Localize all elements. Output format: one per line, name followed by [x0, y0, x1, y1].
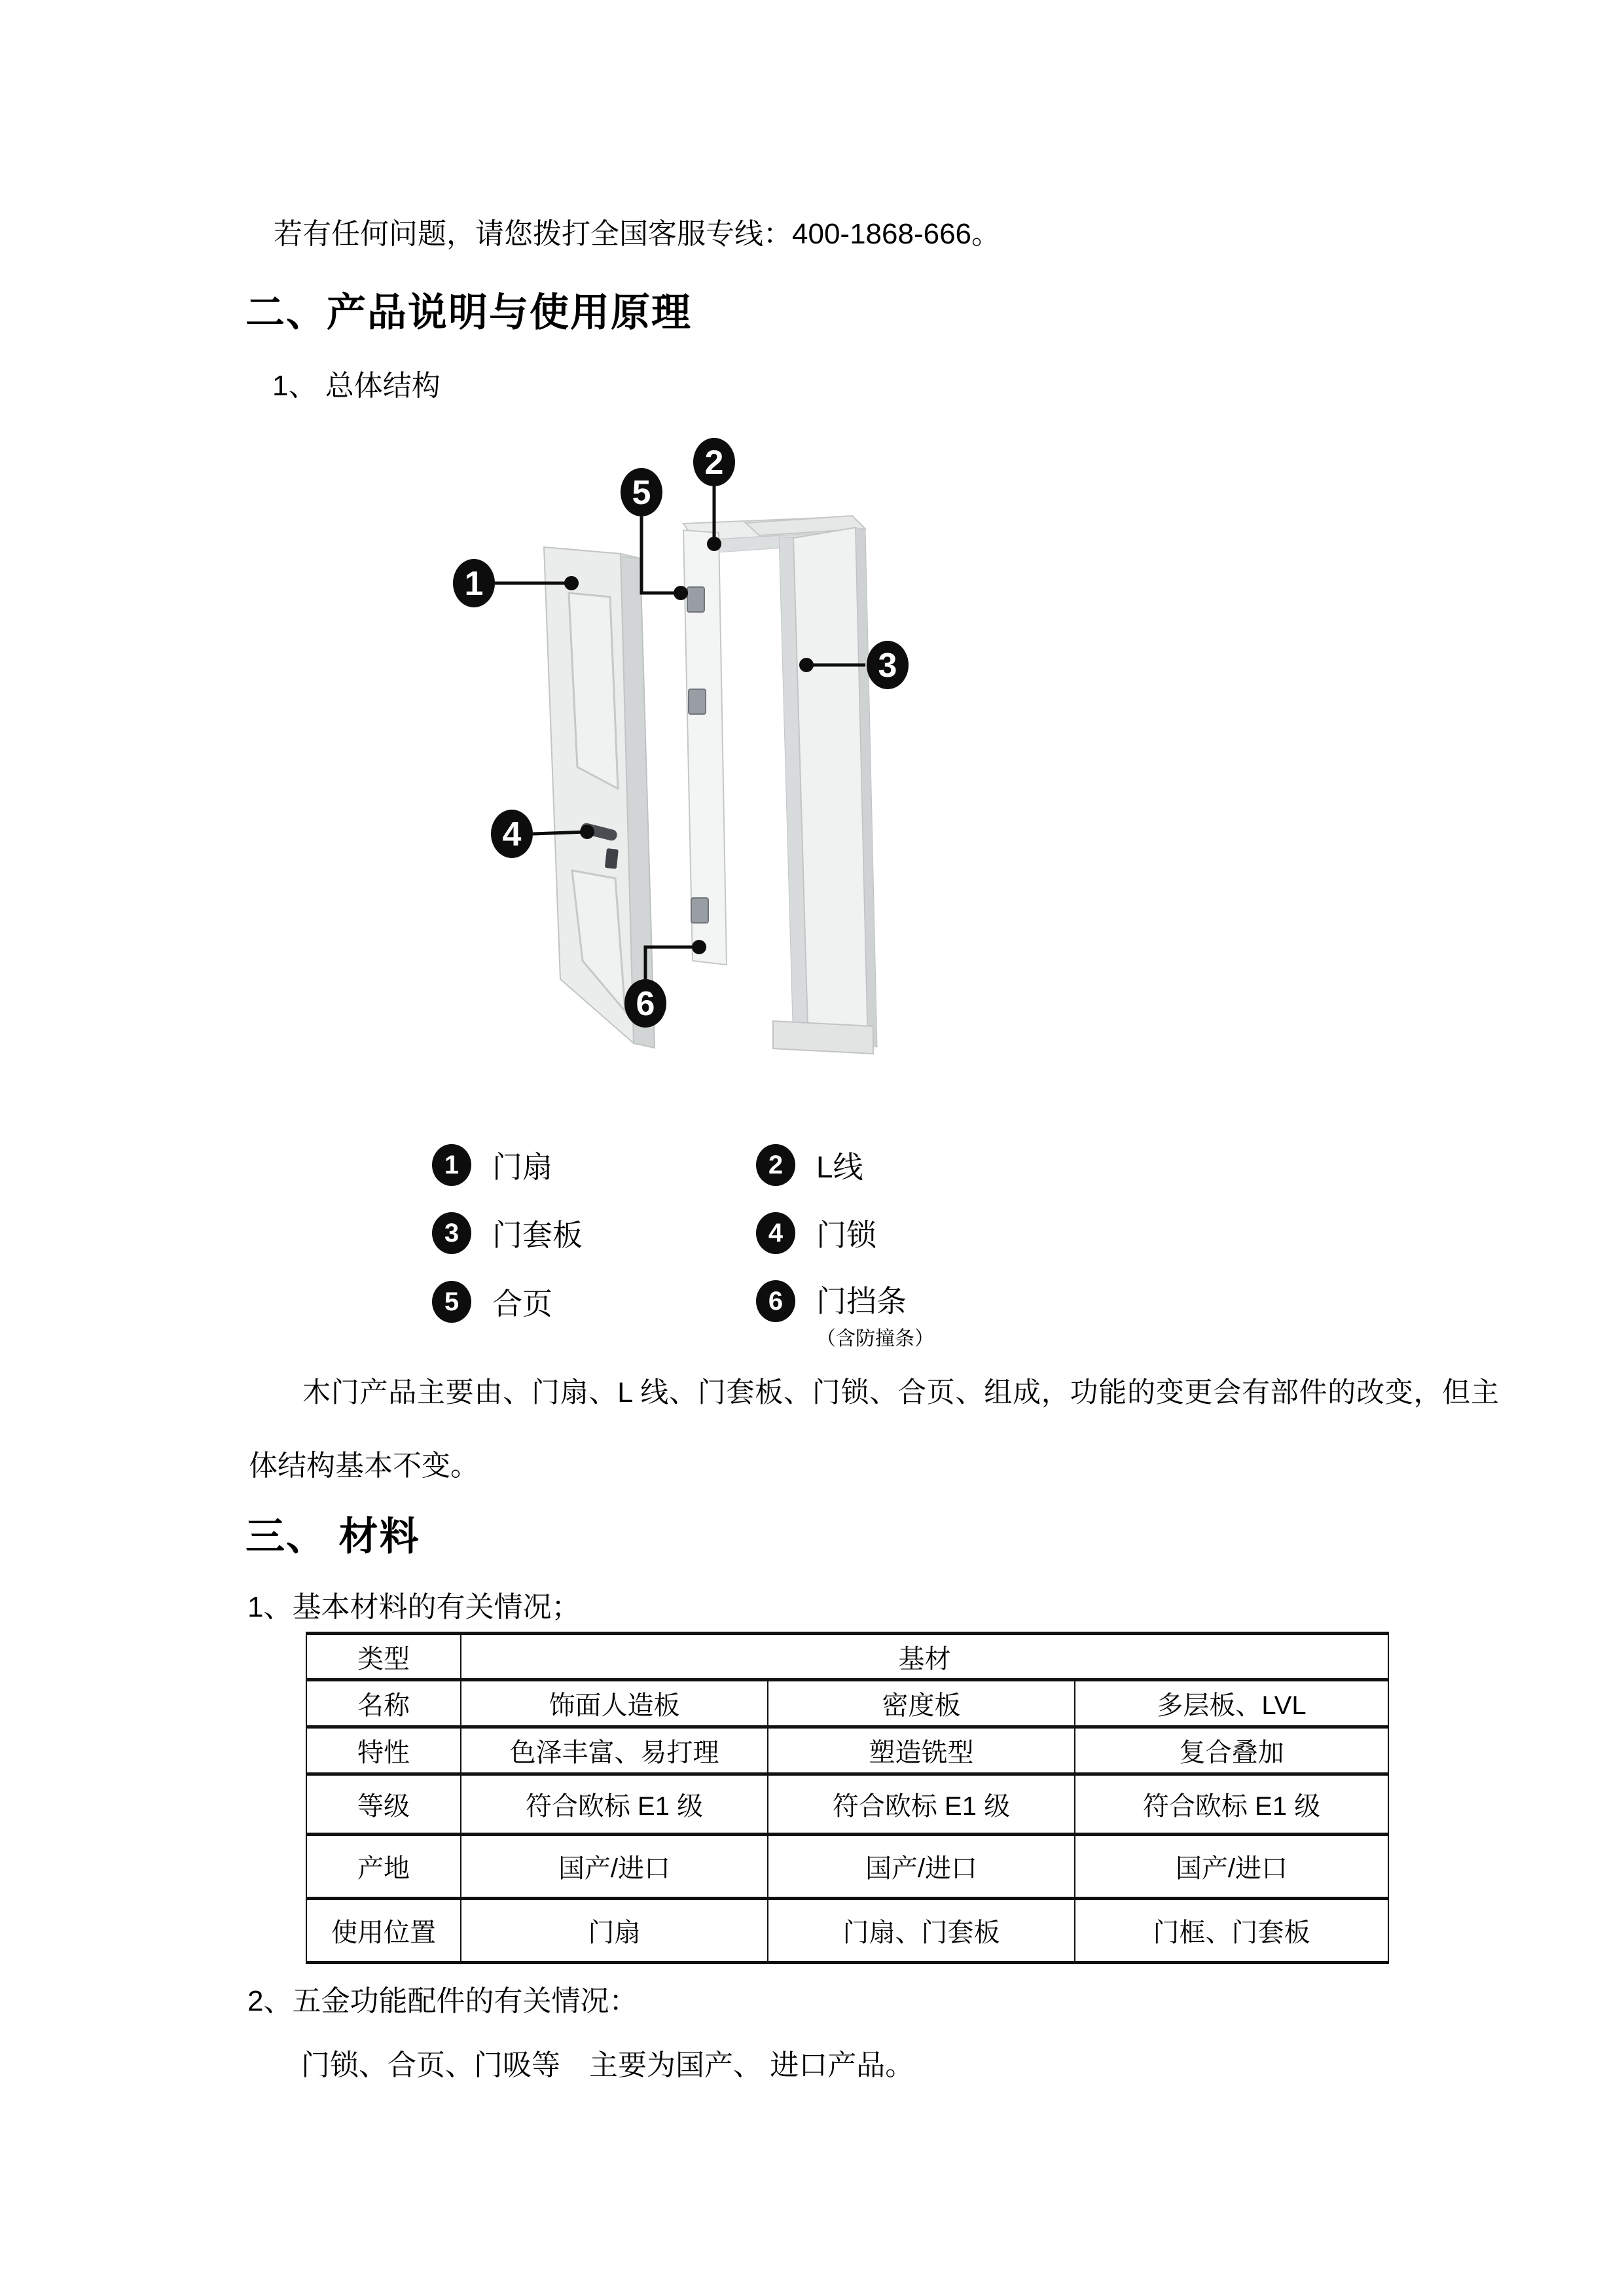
table-cell: 门框、门套板: [1075, 1899, 1388, 1963]
list-item-overall-structure: 1、 总体结构: [272, 370, 441, 402]
callout-2-number: 2: [704, 444, 724, 482]
table-cell-origin-label: 产地: [306, 1835, 461, 1899]
legend-sub-door-stop: （含防撞条）: [816, 1328, 934, 1350]
materials-intro-line: 1、基本材料的有关情况；: [247, 1591, 581, 1623]
door-diagram: [393, 432, 982, 1113]
hardware-detail-line: 门锁、合页、门吸等 主要为国产、 进口产品。: [301, 2049, 914, 2081]
table-cell-name-label: 名称: [306, 1680, 461, 1727]
section-heading-3: 三、 材料: [245, 1515, 420, 1558]
legend-item-door-stop: [756, 1280, 934, 1351]
table-cell-type-label: 类型: [306, 1634, 461, 1680]
table-cell: 多层板、LVL: [1075, 1680, 1388, 1727]
table-cell-position-label: 使用位置: [306, 1899, 461, 1963]
callout-1-number: 1: [464, 565, 484, 603]
legend-bullet-2: 2: [756, 1144, 795, 1186]
table-cell-grade-label: 等级: [306, 1774, 461, 1835]
leader-line-6: [645, 947, 699, 979]
legend-bullet-4: 4: [756, 1212, 795, 1254]
legend-item-hinge: [432, 1280, 552, 1323]
table-row-position: [306, 1899, 1388, 1963]
legend-label-wrap-door-stop: [816, 1280, 934, 1351]
table-cell: 色泽丰富、易打理: [461, 1727, 768, 1774]
table-row-name: [306, 1680, 1388, 1727]
table-cell: 复合叠加: [1075, 1727, 1388, 1774]
table-row-grade: [306, 1774, 1388, 1835]
body-paragraph-line-1: 木门产品主要由、门扇、L 线、门套板、门锁、合页、组成，功能的变更会有部件的改变，但主: [302, 1377, 1499, 1408]
table-cell-feature-label: 特性: [306, 1727, 461, 1774]
table-cell: 国产/进口: [768, 1835, 1075, 1899]
casing-shape: [746, 516, 877, 1054]
table-row-origin: [306, 1835, 1388, 1899]
callout-4-number: 4: [502, 816, 522, 853]
table-cell: 符合欧标 E1 级: [768, 1774, 1075, 1835]
table-cell-type-value: 基材: [461, 1634, 1388, 1680]
legend-label-door-stop: 门挡条: [816, 1284, 907, 1318]
table-row-feature: [306, 1727, 1388, 1774]
body-paragraph-line-2: 体结构基本不变。: [249, 1450, 479, 1482]
callout-5-number: 5: [632, 474, 651, 512]
customer-service-line: 若有任何问题，请您拨打全国客服专线：400-1868-666。: [274, 218, 1001, 250]
materials-table: [306, 1632, 1389, 1964]
table-cell: 国产/进口: [1075, 1835, 1388, 1899]
legend-label-l-line: L线: [816, 1150, 863, 1184]
table-cell: 门扇: [461, 1899, 768, 1963]
legend-bullet-1: 1: [432, 1144, 471, 1186]
legend-label-door-leaf: 门扇: [492, 1150, 552, 1184]
hinge-middle-shape: [689, 689, 706, 714]
legend-bullet-3: 3: [432, 1212, 471, 1254]
hardware-intro-line: 2、五金功能配件的有关情况：: [247, 1985, 638, 2017]
table-cell: 塑造铣型: [768, 1727, 1075, 1774]
section-heading-2: 二、产品说明与使用原理: [245, 291, 692, 334]
table-cell: 饰面人造板: [461, 1680, 768, 1727]
legend-label-hinge: 合页: [492, 1287, 552, 1321]
legend-label-lock: 门锁: [816, 1218, 876, 1252]
table-cell: 国产/进口: [461, 1835, 768, 1899]
table-cell: 门扇、门套板: [768, 1899, 1075, 1963]
door-leaf-shape: [544, 547, 655, 1048]
leader-line-5: [641, 516, 681, 593]
table-cell: 符合欧标 E1 级: [1075, 1774, 1388, 1835]
legend-item-casing: [432, 1211, 583, 1255]
callout-6-number: 6: [636, 985, 655, 1023]
hinge-top-shape: [687, 587, 704, 612]
table-row-type: [306, 1634, 1388, 1680]
legend-bullet-5: 5: [432, 1281, 471, 1323]
callout-3-number: 3: [878, 647, 897, 685]
table-cell: 密度板: [768, 1680, 1075, 1727]
leader-line-4: [533, 832, 587, 834]
legend-item-door-leaf: [432, 1143, 552, 1187]
hinge-bottom-shape: [691, 898, 708, 923]
legend-item-lock: [756, 1211, 876, 1255]
table-cell: 符合欧标 E1 级: [461, 1774, 768, 1835]
legend-item-l-line: [756, 1143, 863, 1187]
legend-label-casing: 门套板: [492, 1218, 583, 1252]
legend-bullet-6: 6: [756, 1280, 795, 1322]
